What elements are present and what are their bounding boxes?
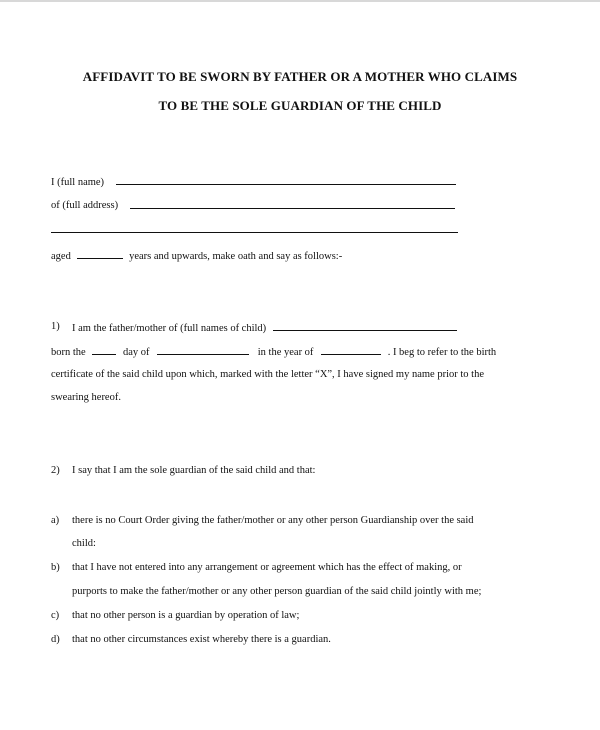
full-address-label: of (full address) xyxy=(51,200,119,211)
age-blank[interactable] xyxy=(77,248,123,259)
full-name-blank[interactable] xyxy=(116,184,456,185)
item-b-line-2: purports to make the father/mother or any other person guardian of the said child jointly with me; xyxy=(72,586,482,597)
item-d-letter: d) xyxy=(51,634,60,645)
para-1-number: 1) xyxy=(51,321,60,332)
document-title-line-2: TO BE THE SOLE GUARDIAN OF THE CHILD xyxy=(158,98,442,113)
para-1-text: I am the father/mother of (full names of child) xyxy=(72,323,267,334)
birth-month-blank[interactable] xyxy=(157,344,249,355)
item-a-line-2: child: xyxy=(72,538,96,549)
birth-day-blank[interactable] xyxy=(92,344,116,355)
para-2-number: 2) xyxy=(51,465,60,476)
item-b-letter: b) xyxy=(51,562,60,573)
aged-row xyxy=(51,248,342,264)
full-address-blank-2[interactable] xyxy=(51,232,458,233)
item-b-line-1: that I have not entered into any arrangement or agreement which has the effect of making, or xyxy=(72,562,462,573)
item-a-letter: a) xyxy=(51,515,60,526)
full-name-label: I (full name) xyxy=(51,177,105,188)
item-a-line-1: there is no Court Order giving the father/mother or any other person Guardianship over the said xyxy=(72,515,474,526)
in-the-year-of-label: in the year of xyxy=(257,347,314,358)
aged-suffix: years and upwards, make oath and say as follows:- xyxy=(129,251,343,262)
full-name-row xyxy=(51,176,104,190)
full-address-blank-1[interactable] xyxy=(130,208,455,209)
document-title-line-1: AFFIDAVIT TO BE SWORN BY FATHER OR A MOTHER WHO CLAIMS xyxy=(82,69,518,84)
birth-year-blank[interactable] xyxy=(321,344,381,355)
aged-label: aged xyxy=(51,251,71,262)
para-1-line-4: swearing hereof. xyxy=(51,392,121,403)
day-of-label: day of xyxy=(122,347,150,358)
para-1-line-1 xyxy=(72,320,457,336)
para-2-line-1: I say that I am the sole guardian of the said child and that: xyxy=(72,465,316,476)
full-address-row xyxy=(51,199,118,213)
item-c-letter: c) xyxy=(51,610,60,621)
child-names-blank[interactable] xyxy=(273,320,457,331)
beg-refer-text: . I beg to refer to the birth xyxy=(387,347,497,358)
para-1-line-2 xyxy=(51,344,496,360)
item-c-line-1: that no other person is a guardian by operation of law; xyxy=(72,610,300,621)
item-d-line-1: that no other circumstances exist whereby there is a guardian. xyxy=(72,634,331,645)
para-1-line-3: certificate of the said child upon which, marked with the letter “X”, I have signed my name prior to the xyxy=(51,369,484,380)
born-the-label: born the xyxy=(51,347,86,358)
